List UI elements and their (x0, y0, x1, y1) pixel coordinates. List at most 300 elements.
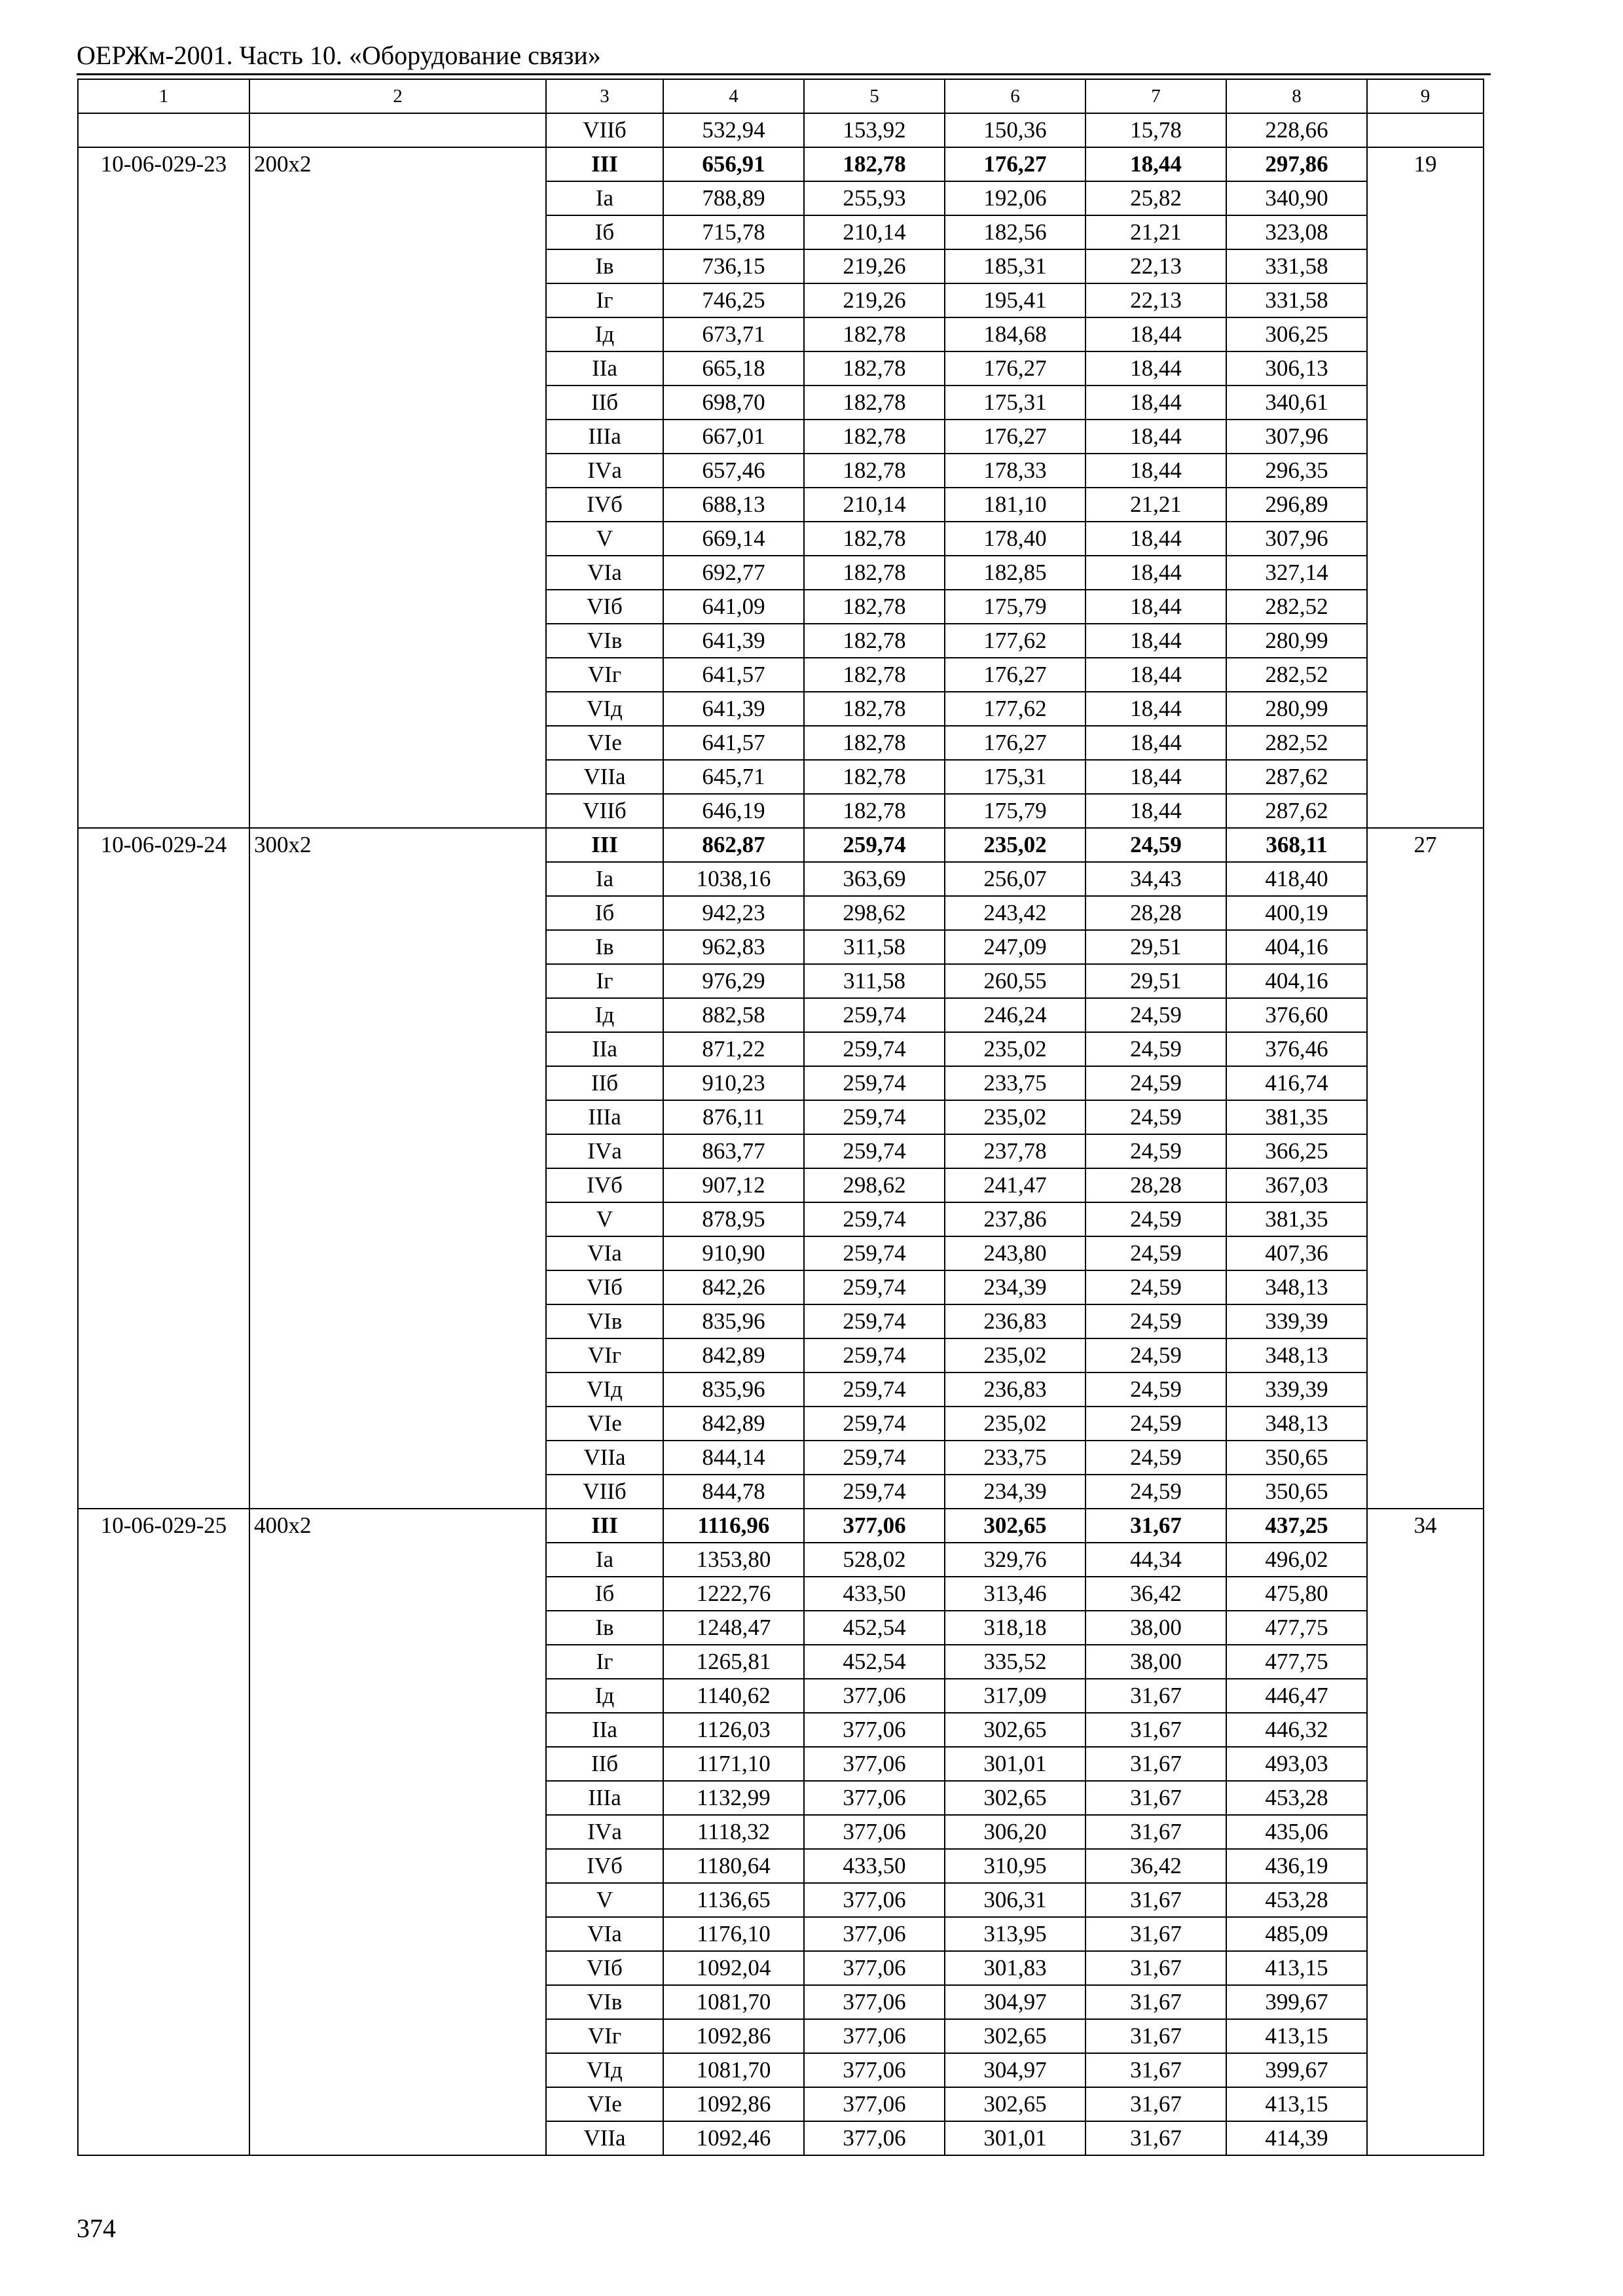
materials-cell: 413,15 (1226, 1951, 1367, 1985)
drivers-wages-cell: 25,82 (1085, 181, 1226, 215)
drivers-wages-cell: 31,67 (1085, 1679, 1226, 1713)
zone-cell: VIг (546, 2019, 663, 2053)
zone-cell: IIб (546, 1066, 663, 1100)
wages-cell: 377,06 (804, 1883, 945, 1917)
total-cell: 657,46 (663, 454, 804, 488)
materials-cell: 413,15 (1226, 2087, 1367, 2121)
drivers-wages-cell: 31,67 (1085, 1815, 1226, 1849)
machines-cell: 235,02 (945, 1407, 1085, 1441)
total-cell: 665,18 (663, 351, 804, 386)
col9-cell: 27 (1367, 828, 1484, 1509)
total-cell: 1132,99 (663, 1781, 804, 1815)
machines-cell: 175,79 (945, 794, 1085, 828)
wages-cell: 377,06 (804, 2121, 945, 2155)
total-cell: 641,57 (663, 726, 804, 760)
total-cell: 976,29 (663, 964, 804, 998)
wages-cell: 377,06 (804, 1509, 945, 1543)
zone-cell: VIа (546, 1917, 663, 1951)
wages-cell: 255,93 (804, 181, 945, 215)
drivers-wages-cell: 31,67 (1085, 1713, 1226, 1747)
materials-cell: 446,47 (1226, 1679, 1367, 1713)
materials-cell: 436,19 (1226, 1849, 1367, 1883)
wages-cell: 182,78 (804, 590, 945, 624)
drivers-wages-cell: 24,59 (1085, 1100, 1226, 1134)
materials-cell: 348,13 (1226, 1407, 1367, 1441)
wages-cell: 377,06 (804, 1951, 945, 1985)
drivers-wages-cell: 18,44 (1085, 522, 1226, 556)
machines-cell: 177,62 (945, 624, 1085, 658)
wages-cell: 259,74 (804, 1236, 945, 1270)
drivers-wages-cell: 18,44 (1085, 624, 1226, 658)
drivers-wages-cell: 18,44 (1085, 351, 1226, 386)
drivers-wages-cell: 18,44 (1085, 658, 1226, 692)
drivers-wages-cell: 21,21 (1085, 215, 1226, 249)
size-cell: 400х2 (249, 1509, 546, 2155)
wages-cell: 219,26 (804, 283, 945, 317)
size-cell: 200х2 (249, 147, 546, 828)
materials-cell: 282,52 (1226, 590, 1367, 624)
total-cell: 1248,47 (663, 1611, 804, 1645)
wages-cell: 259,74 (804, 998, 945, 1032)
total-cell: 835,96 (663, 1372, 804, 1407)
drivers-wages-cell: 31,67 (1085, 2121, 1226, 2155)
wages-cell: 298,62 (804, 896, 945, 930)
drivers-wages-cell: 18,44 (1085, 386, 1226, 420)
zone-cell: Iб (546, 1577, 663, 1611)
materials-cell: 404,16 (1226, 930, 1367, 964)
materials-cell: 331,58 (1226, 249, 1367, 283)
total-cell: 842,26 (663, 1270, 804, 1304)
drivers-wages-cell: 24,59 (1085, 1134, 1226, 1168)
drivers-wages-cell: 15,78 (1085, 113, 1226, 147)
zone-cell: IIа (546, 1032, 663, 1066)
wages-cell: 377,06 (804, 1679, 945, 1713)
drivers-wages-cell: 24,59 (1085, 1304, 1226, 1338)
zone-cell: IVа (546, 1134, 663, 1168)
drivers-wages-cell: 22,13 (1085, 249, 1226, 283)
wages-cell: 210,14 (804, 488, 945, 522)
materials-cell: 437,25 (1226, 1509, 1367, 1543)
materials-cell: 327,14 (1226, 556, 1367, 590)
materials-cell: 331,58 (1226, 283, 1367, 317)
wages-cell: 259,74 (804, 1270, 945, 1304)
drivers-wages-cell: 18,44 (1085, 420, 1226, 454)
table-row-main (78, 828, 1484, 862)
wages-cell: 259,74 (804, 1134, 945, 1168)
wages-cell: 219,26 (804, 249, 945, 283)
materials-cell: 477,75 (1226, 1611, 1367, 1645)
total-cell: 1081,70 (663, 2053, 804, 2087)
zone-cell: Iг (546, 1645, 663, 1679)
zone-cell: IIа (546, 1713, 663, 1747)
drivers-wages-cell: 21,21 (1085, 488, 1226, 522)
wages-cell: 377,06 (804, 2019, 945, 2053)
zone-cell: VIб (546, 1951, 663, 1985)
zone-cell: VIа (546, 556, 663, 590)
zone-cell: VIд (546, 692, 663, 726)
drivers-wages-cell: 29,51 (1085, 964, 1226, 998)
total-cell: 844,14 (663, 1441, 804, 1475)
total-cell: 746,25 (663, 283, 804, 317)
drivers-wages-cell: 28,28 (1085, 896, 1226, 930)
wages-cell: 259,74 (804, 1032, 945, 1066)
wages-cell: 259,74 (804, 1066, 945, 1100)
total-cell: 863,77 (663, 1134, 804, 1168)
materials-cell: 348,13 (1226, 1270, 1367, 1304)
wages-cell: 182,78 (804, 522, 945, 556)
machines-cell: 175,79 (945, 590, 1085, 624)
column-number-cell: 6 (945, 79, 1085, 113)
materials-cell: 323,08 (1226, 215, 1367, 249)
wages-cell: 377,06 (804, 1781, 945, 1815)
materials-cell: 446,32 (1226, 1713, 1367, 1747)
total-cell: 1092,04 (663, 1951, 804, 1985)
materials-cell: 496,02 (1226, 1543, 1367, 1577)
total-cell: 844,78 (663, 1475, 804, 1509)
materials-cell: 413,15 (1226, 2019, 1367, 2053)
drivers-wages-cell: 24,59 (1085, 1202, 1226, 1236)
total-cell: 862,87 (663, 828, 804, 862)
materials-cell: 296,89 (1226, 488, 1367, 522)
wages-cell: 259,74 (804, 1475, 945, 1509)
total-cell: 910,23 (663, 1066, 804, 1100)
page-header-title: ОЕРЖм-2001. Часть 10. «Оборудование связи» (77, 41, 601, 70)
machines-cell: 313,46 (945, 1577, 1085, 1611)
drivers-wages-cell: 24,59 (1085, 1372, 1226, 1407)
machines-cell: 243,80 (945, 1236, 1085, 1270)
zone-cell: Iа (546, 181, 663, 215)
drivers-wages-cell: 31,67 (1085, 1747, 1226, 1781)
wages-cell: 182,78 (804, 454, 945, 488)
drivers-wages-cell: 18,44 (1085, 590, 1226, 624)
drivers-wages-cell: 31,67 (1085, 2053, 1226, 2087)
total-cell: 1180,64 (663, 1849, 804, 1883)
zone-cell: IIIа (546, 1100, 663, 1134)
rates-table-body (78, 79, 1484, 2155)
size-cell (249, 113, 546, 147)
materials-cell: 435,06 (1226, 1815, 1367, 1849)
wages-cell: 377,06 (804, 2087, 945, 2121)
wages-cell: 182,78 (804, 351, 945, 386)
zone-cell: III (546, 1509, 663, 1543)
wages-cell: 182,78 (804, 556, 945, 590)
total-cell: 1118,32 (663, 1815, 804, 1849)
machines-cell: 317,09 (945, 1679, 1085, 1713)
machines-cell: 235,02 (945, 828, 1085, 862)
zone-cell: III (546, 147, 663, 181)
total-cell: 736,15 (663, 249, 804, 283)
drivers-wages-cell: 31,67 (1085, 1509, 1226, 1543)
wages-cell: 182,78 (804, 317, 945, 351)
materials-cell: 340,61 (1226, 386, 1367, 420)
drivers-wages-cell: 18,44 (1085, 556, 1226, 590)
machines-cell: 247,09 (945, 930, 1085, 964)
drivers-wages-cell: 28,28 (1085, 1168, 1226, 1202)
wages-cell: 259,74 (804, 1304, 945, 1338)
drivers-wages-cell: 31,67 (1085, 2087, 1226, 2121)
machines-cell: 178,33 (945, 454, 1085, 488)
drivers-wages-cell: 31,67 (1085, 1917, 1226, 1951)
zone-cell: VIв (546, 1985, 663, 2019)
total-cell: 1222,76 (663, 1577, 804, 1611)
wages-cell: 259,74 (804, 1338, 945, 1372)
total-cell: 641,39 (663, 624, 804, 658)
materials-cell: 493,03 (1226, 1747, 1367, 1781)
machines-cell: 243,42 (945, 896, 1085, 930)
total-cell: 878,95 (663, 1202, 804, 1236)
wages-cell: 182,78 (804, 658, 945, 692)
machines-cell: 310,95 (945, 1849, 1085, 1883)
drivers-wages-cell: 31,67 (1085, 1985, 1226, 2019)
materials-cell: 307,96 (1226, 522, 1367, 556)
zone-cell: Iд (546, 998, 663, 1032)
size-cell: 300х2 (249, 828, 546, 1509)
zone-cell: IIб (546, 386, 663, 420)
machines-cell: 236,83 (945, 1372, 1085, 1407)
materials-cell: 376,46 (1226, 1032, 1367, 1066)
wages-cell: 377,06 (804, 1713, 945, 1747)
zone-cell: VIIа (546, 760, 663, 794)
machines-cell: 176,27 (945, 726, 1085, 760)
total-cell: 1126,03 (663, 1713, 804, 1747)
total-cell: 907,12 (663, 1168, 804, 1202)
materials-cell: 485,09 (1226, 1917, 1367, 1951)
wages-cell: 259,74 (804, 1372, 945, 1407)
total-cell: 641,39 (663, 692, 804, 726)
machines-cell: 176,27 (945, 420, 1085, 454)
zone-cell: IVб (546, 1168, 663, 1202)
machines-cell: 306,31 (945, 1883, 1085, 1917)
wages-cell: 377,06 (804, 1985, 945, 2019)
drivers-wages-cell: 18,44 (1085, 147, 1226, 181)
total-cell: 669,14 (663, 522, 804, 556)
zone-cell: IIIа (546, 1781, 663, 1815)
zone-cell: Iб (546, 896, 663, 930)
zone-cell: VIв (546, 1304, 663, 1338)
machines-cell: 176,27 (945, 351, 1085, 386)
machines-cell: 175,31 (945, 760, 1085, 794)
materials-cell: 453,28 (1226, 1781, 1367, 1815)
total-cell: 1092,86 (663, 2019, 804, 2053)
machines-cell: 182,85 (945, 556, 1085, 590)
zone-cell: IVа (546, 454, 663, 488)
column-numbers-row (78, 79, 1484, 113)
drivers-wages-cell: 29,51 (1085, 930, 1226, 964)
machines-cell: 302,65 (945, 2019, 1085, 2053)
zone-cell: Iг (546, 283, 663, 317)
zone-cell: IVб (546, 488, 663, 522)
materials-cell: 350,65 (1226, 1441, 1367, 1475)
drivers-wages-cell: 24,59 (1085, 1066, 1226, 1100)
drivers-wages-cell: 36,42 (1085, 1577, 1226, 1611)
zone-cell: VIIб (546, 794, 663, 828)
drivers-wages-cell: 24,59 (1085, 1236, 1226, 1270)
zone-cell: VIг (546, 1338, 663, 1372)
materials-cell: 418,40 (1226, 862, 1367, 896)
machines-cell: 302,65 (945, 1781, 1085, 1815)
total-cell: 1140,62 (663, 1679, 804, 1713)
zone-cell: Iв (546, 930, 663, 964)
column-number-cell: 5 (804, 79, 945, 113)
total-cell: 645,71 (663, 760, 804, 794)
drivers-wages-cell: 31,67 (1085, 1781, 1226, 1815)
wages-cell: 452,54 (804, 1611, 945, 1645)
wages-cell: 259,74 (804, 828, 945, 862)
wages-cell: 182,78 (804, 147, 945, 181)
materials-cell: 339,39 (1226, 1372, 1367, 1407)
zone-cell: VIIа (546, 2121, 663, 2155)
machines-cell: 178,40 (945, 522, 1085, 556)
machines-cell: 256,07 (945, 862, 1085, 896)
total-cell: 842,89 (663, 1407, 804, 1441)
wages-cell: 153,92 (804, 113, 945, 147)
total-cell: 910,90 (663, 1236, 804, 1270)
materials-cell: 307,96 (1226, 420, 1367, 454)
zone-cell: IIIа (546, 420, 663, 454)
wages-cell: 259,74 (804, 1100, 945, 1134)
materials-cell: 348,13 (1226, 1338, 1367, 1372)
total-cell: 1092,46 (663, 2121, 804, 2155)
machines-cell: 177,62 (945, 692, 1085, 726)
zone-cell: Iг (546, 964, 663, 998)
drivers-wages-cell: 38,00 (1085, 1611, 1226, 1645)
zone-cell: Iб (546, 215, 663, 249)
materials-cell: 339,39 (1226, 1304, 1367, 1338)
materials-cell: 366,25 (1226, 1134, 1367, 1168)
machines-cell: 335,52 (945, 1645, 1085, 1679)
machines-cell: 313,95 (945, 1917, 1085, 1951)
total-cell: 646,19 (663, 794, 804, 828)
total-cell: 962,83 (663, 930, 804, 964)
table-row-main (78, 1509, 1484, 1543)
total-cell: 1353,80 (663, 1543, 804, 1577)
drivers-wages-cell: 18,44 (1085, 692, 1226, 726)
zone-cell: IVб (546, 1849, 663, 1883)
zone-cell: Iа (546, 862, 663, 896)
machines-cell: 241,47 (945, 1168, 1085, 1202)
zone-cell: VIб (546, 1270, 663, 1304)
total-cell: 1136,65 (663, 1883, 804, 1917)
wages-cell: 528,02 (804, 1543, 945, 1577)
code-cell (78, 113, 249, 147)
materials-cell: 287,62 (1226, 794, 1367, 828)
wages-cell: 259,74 (804, 1441, 945, 1475)
wages-cell: 377,06 (804, 1747, 945, 1781)
total-cell: 1092,86 (663, 2087, 804, 2121)
column-number-cell: 9 (1367, 79, 1484, 113)
zone-cell: IVа (546, 1815, 663, 1849)
machines-cell: 235,02 (945, 1032, 1085, 1066)
total-cell: 1176,10 (663, 1917, 804, 1951)
zone-cell: V (546, 1883, 663, 1917)
materials-cell: 280,99 (1226, 624, 1367, 658)
total-cell: 871,22 (663, 1032, 804, 1066)
wages-cell: 311,58 (804, 964, 945, 998)
code-cell: 10-06-029-25 (78, 1509, 249, 2155)
materials-cell: 340,90 (1226, 181, 1367, 215)
zone-cell: VIд (546, 2053, 663, 2087)
machines-cell: 246,24 (945, 998, 1085, 1032)
col9-cell: 19 (1367, 147, 1484, 828)
machines-cell: 301,83 (945, 1951, 1085, 1985)
materials-cell: 416,74 (1226, 1066, 1367, 1100)
machines-cell: 182,56 (945, 215, 1085, 249)
wages-cell: 182,78 (804, 420, 945, 454)
wages-cell: 377,06 (804, 1815, 945, 1849)
machines-cell: 235,02 (945, 1338, 1085, 1372)
column-number-cell: 8 (1226, 79, 1367, 113)
materials-cell: 399,67 (1226, 1985, 1367, 2019)
total-cell: 641,57 (663, 658, 804, 692)
materials-cell: 296,35 (1226, 454, 1367, 488)
materials-cell: 297,86 (1226, 147, 1367, 181)
drivers-wages-cell: 36,42 (1085, 1849, 1226, 1883)
table-row (78, 113, 1484, 147)
materials-cell: 414,39 (1226, 2121, 1367, 2155)
machines-cell: 233,75 (945, 1066, 1085, 1100)
total-cell: 641,09 (663, 590, 804, 624)
materials-cell: 282,52 (1226, 726, 1367, 760)
machines-cell: 302,65 (945, 1509, 1085, 1543)
materials-cell: 475,80 (1226, 1577, 1367, 1611)
drivers-wages-cell: 18,44 (1085, 726, 1226, 760)
drivers-wages-cell: 18,44 (1085, 760, 1226, 794)
machines-cell: 235,02 (945, 1100, 1085, 1134)
total-cell: 1038,16 (663, 862, 804, 896)
total-cell: 1081,70 (663, 1985, 804, 2019)
materials-cell: 381,35 (1226, 1202, 1367, 1236)
machines-cell: 301,01 (945, 2121, 1085, 2155)
materials-cell: 287,62 (1226, 760, 1367, 794)
wages-cell: 452,54 (804, 1645, 945, 1679)
materials-cell: 376,60 (1226, 998, 1367, 1032)
zone-cell: VIд (546, 1372, 663, 1407)
machines-cell: 302,65 (945, 2087, 1085, 2121)
code-cell: 10-06-029-24 (78, 828, 249, 1509)
wages-cell: 259,74 (804, 1407, 945, 1441)
total-cell: 842,89 (663, 1338, 804, 1372)
materials-cell: 407,36 (1226, 1236, 1367, 1270)
materials-cell: 400,19 (1226, 896, 1367, 930)
drivers-wages-cell: 24,59 (1085, 1270, 1226, 1304)
page-number: 374 (77, 2214, 116, 2243)
drivers-wages-cell: 34,43 (1085, 862, 1226, 896)
machines-cell: 318,18 (945, 1611, 1085, 1645)
zone-cell: III (546, 828, 663, 862)
machines-cell: 175,31 (945, 386, 1085, 420)
total-cell: 1116,96 (663, 1509, 804, 1543)
materials-cell: 228,66 (1226, 113, 1367, 147)
drivers-wages-cell: 24,59 (1085, 1407, 1226, 1441)
machines-cell: 236,83 (945, 1304, 1085, 1338)
machines-cell: 329,76 (945, 1543, 1085, 1577)
machines-cell: 260,55 (945, 964, 1085, 998)
machines-cell: 237,86 (945, 1202, 1085, 1236)
materials-cell: 306,25 (1226, 317, 1367, 351)
zone-cell: VIе (546, 1407, 663, 1441)
machines-cell: 304,97 (945, 1985, 1085, 2019)
wages-cell: 363,69 (804, 862, 945, 896)
drivers-wages-cell: 24,59 (1085, 1441, 1226, 1475)
wages-cell: 433,50 (804, 1849, 945, 1883)
zone-cell: VIб (546, 590, 663, 624)
machines-cell: 185,31 (945, 249, 1085, 283)
drivers-wages-cell: 18,44 (1085, 317, 1226, 351)
zone-cell: IIб (546, 1747, 663, 1781)
zone-cell: IIа (546, 351, 663, 386)
total-cell: 656,91 (663, 147, 804, 181)
zone-cell: VIг (546, 658, 663, 692)
